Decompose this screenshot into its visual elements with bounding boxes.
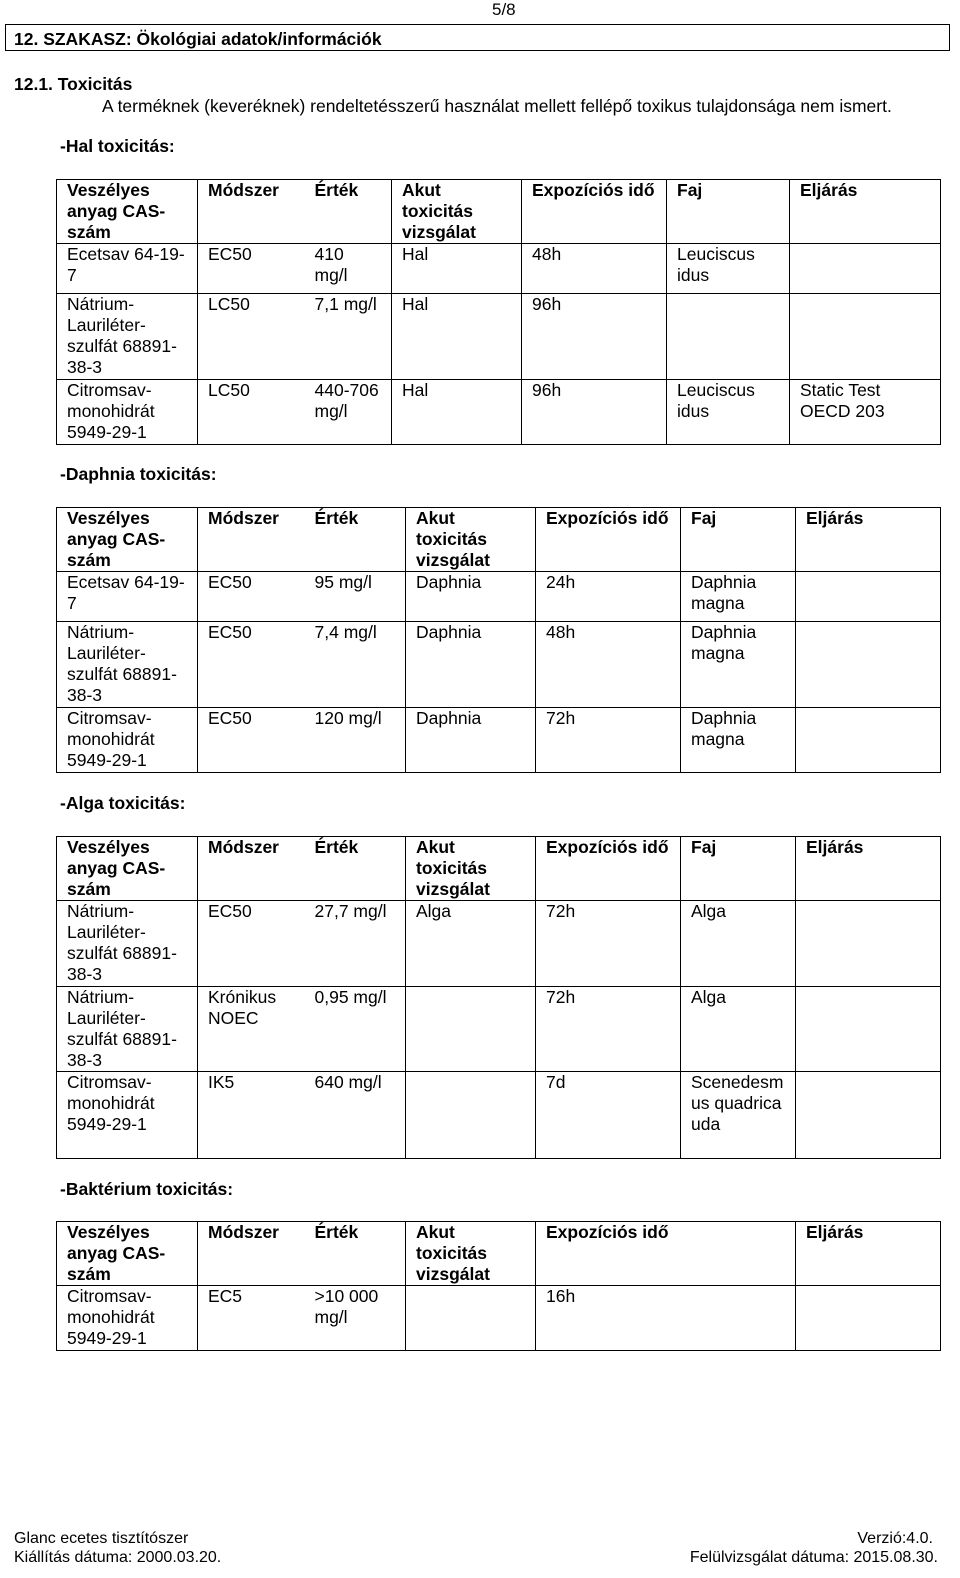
header-cell: Veszélyes anyag CAS-szám [57, 180, 198, 244]
footer-version: Verzió:4.0. [857, 1530, 933, 1547]
header-cell: Faj [681, 508, 796, 572]
species-cell: Daphnia magna [681, 622, 796, 708]
method-cell: IK5 [198, 1072, 305, 1159]
header-cell: Eljárás [790, 180, 941, 244]
species-cell: Scenedesmus quadricauda [681, 1072, 796, 1159]
species-cell: Leuciscus idus [667, 244, 790, 294]
method-cell: LC50 [198, 380, 305, 445]
procedure-cell [796, 572, 941, 622]
test-cell: Daphnia [406, 708, 536, 773]
species-cell: Leuciscus idus [667, 380, 790, 445]
table-heading-alga: -Alga toxicitás: [60, 793, 186, 813]
value-cell: 440-706 mg/l [305, 380, 392, 445]
header-cell: Módszer [198, 180, 305, 244]
header-cell: Expozíciós idő [536, 1222, 681, 1286]
substance-cell: Citromsav-monohidrát 5949-29-1 [57, 1072, 198, 1159]
method-cell: EC50 [198, 708, 305, 773]
footer-issued-date: Kiállítás dátuma: 2000.03.20. [14, 1549, 222, 1566]
table-row [57, 1072, 941, 1159]
test-cell: Daphnia [406, 622, 536, 708]
table-row [57, 708, 941, 773]
species-cell: Alga [681, 987, 796, 1072]
header-cell: Akut toxicitás vizsgálat [406, 837, 536, 901]
header-cell: Akut toxicitás vizsgálat [406, 1222, 536, 1286]
procedure-cell: Static Test OECD 203 [790, 380, 941, 445]
test-cell [406, 1286, 536, 1351]
header-cell: Veszélyes anyag CAS-szám [57, 508, 198, 572]
substance-cell: Ecetsav 64-19-7 [57, 572, 198, 622]
exposure-cell: 7d [536, 1072, 681, 1159]
section-header [5, 24, 950, 51]
page-number: 5/8 [492, 0, 516, 19]
header-cell: Módszer [198, 508, 305, 572]
header-cell: Módszer [198, 837, 305, 901]
table-header-row [57, 837, 941, 901]
alga-toxicity-table [56, 836, 941, 1159]
header-cell: Expozíciós idő [536, 837, 681, 901]
exposure-cell: 96h [522, 380, 667, 445]
exposure-cell: 48h [522, 244, 667, 294]
header-cell: Akut toxicitás vizsgálat [392, 180, 522, 244]
procedure-cell [796, 1286, 941, 1351]
test-cell [406, 987, 536, 1072]
test-cell: Hal [392, 244, 522, 294]
procedure-cell [790, 294, 941, 380]
daphnia-toxicity-table [56, 507, 941, 773]
exposure-cell: 96h [522, 294, 667, 380]
table-heading-daphnia: -Daphnia toxicitás: [60, 464, 217, 484]
header-cell: Érték [305, 1222, 406, 1286]
table-heading-bacteria: -Baktérium toxicitás: [60, 1179, 234, 1199]
exposure-cell: 16h [536, 1286, 681, 1351]
exposure-cell: 72h [536, 987, 681, 1072]
exposure-cell: 72h [536, 901, 681, 987]
exposure-cell: 24h [536, 572, 681, 622]
substance-cell: Citromsav-monohidrát 5949-29-1 [57, 380, 198, 445]
procedure-cell [796, 622, 941, 708]
species-cell [667, 294, 790, 380]
exposure-cell: 72h [536, 708, 681, 773]
footer-product: Glanc ecetes tisztítószer [14, 1530, 189, 1547]
header-cell: Érték [305, 508, 406, 572]
substance-cell: Nátrium-Lauriléter-szulfát 68891-38-3 [57, 987, 198, 1072]
substance-cell: Citromsav-monohidrát 5949-29-1 [57, 708, 198, 773]
value-cell: 120 mg/l [305, 708, 406, 773]
header-cell: Érték [305, 837, 406, 901]
header-cell: Expozíciós idő [536, 508, 681, 572]
table-row [57, 901, 941, 987]
header-cell: Veszélyes anyag CAS-szám [57, 1222, 198, 1286]
table-row [57, 244, 941, 294]
header-cell: Eljárás [796, 1222, 941, 1286]
table-row [57, 294, 941, 380]
header-cell: Eljárás [796, 508, 941, 572]
value-cell: 27,7 mg/l [305, 901, 406, 987]
header-cell: Módszer [198, 1222, 305, 1286]
table-heading-fish: -Hal toxicitás: [60, 136, 175, 156]
procedure-cell [796, 901, 941, 987]
substance-cell: Citromsav-monohidrát 5949-29-1 [57, 1286, 198, 1351]
table-row [57, 572, 941, 622]
section-title: 12. SZAKASZ: Ökológiai adatok/információk [14, 29, 382, 49]
procedure-cell [796, 1072, 941, 1159]
species-cell: Daphnia magna [681, 708, 796, 773]
value-cell: 95 mg/l [305, 572, 406, 622]
value-cell: 0,95 mg/l [305, 987, 406, 1072]
value-cell: 640 mg/l [305, 1072, 406, 1159]
test-cell [406, 1072, 536, 1159]
method-cell: EC50 [198, 572, 305, 622]
substance-cell: Nátrium-Lauriléter-szulfát 68891-38-3 [57, 622, 198, 708]
header-cell: Eljárás [796, 837, 941, 901]
substance-cell: Nátrium-Lauriléter-szulfát 68891-38-3 [57, 294, 198, 380]
bacteria-toxicity-table [56, 1221, 941, 1351]
substance-cell: Ecetsav 64-19-7 [57, 244, 198, 294]
subsection-text: A terméknek (keveréknek) rendeltetésszerű használat mellett fellépő toxikus tulajdonsága nem ismert. [102, 96, 892, 116]
method-cell: EC5 [198, 1286, 305, 1351]
species-cell: Daphnia magna [681, 572, 796, 622]
header-cell [681, 1222, 796, 1286]
test-cell: Hal [392, 380, 522, 445]
header-cell: Veszélyes anyag CAS-szám [57, 837, 198, 901]
fish-toxicity-table [56, 179, 941, 445]
procedure-cell [796, 987, 941, 1072]
test-cell: Alga [406, 901, 536, 987]
method-cell: LC50 [198, 294, 305, 380]
method-cell: EC50 [198, 901, 305, 987]
procedure-cell [790, 244, 941, 294]
table-row [57, 622, 941, 708]
table-header-row [57, 180, 941, 244]
exposure-cell: 48h [536, 622, 681, 708]
species-cell [681, 1286, 796, 1351]
header-cell: Expozíciós idő [522, 180, 667, 244]
header-cell: Akut toxicitás vizsgálat [406, 508, 536, 572]
value-cell: 7,4 mg/l [305, 622, 406, 708]
table-row [57, 1286, 941, 1351]
header-cell: Faj [667, 180, 790, 244]
method-cell: EC50 [198, 244, 305, 294]
species-cell: Alga [681, 901, 796, 987]
header-cell: Faj [681, 837, 796, 901]
method-cell: Krónikus NOEC [198, 987, 305, 1072]
subsection-title: 12.1. Toxicitás [14, 74, 133, 94]
header-cell: Érték [305, 180, 392, 244]
substance-cell: Nátrium-Lauriléter-szulfát 68891-38-3 [57, 901, 198, 987]
value-cell: 410 mg/l [305, 244, 392, 294]
table-row [57, 380, 941, 445]
table-header-row [57, 1222, 941, 1286]
test-cell: Daphnia [406, 572, 536, 622]
value-cell: 7,1 mg/l [305, 294, 392, 380]
table-row [57, 987, 941, 1072]
method-cell: EC50 [198, 622, 305, 708]
test-cell: Hal [392, 294, 522, 380]
procedure-cell [796, 708, 941, 773]
footer-revised-date: Felülvizsgálat dátuma: 2015.08.30. [689, 1549, 938, 1566]
value-cell: >10 000 mg/l [305, 1286, 406, 1351]
table-header-row [57, 508, 941, 572]
